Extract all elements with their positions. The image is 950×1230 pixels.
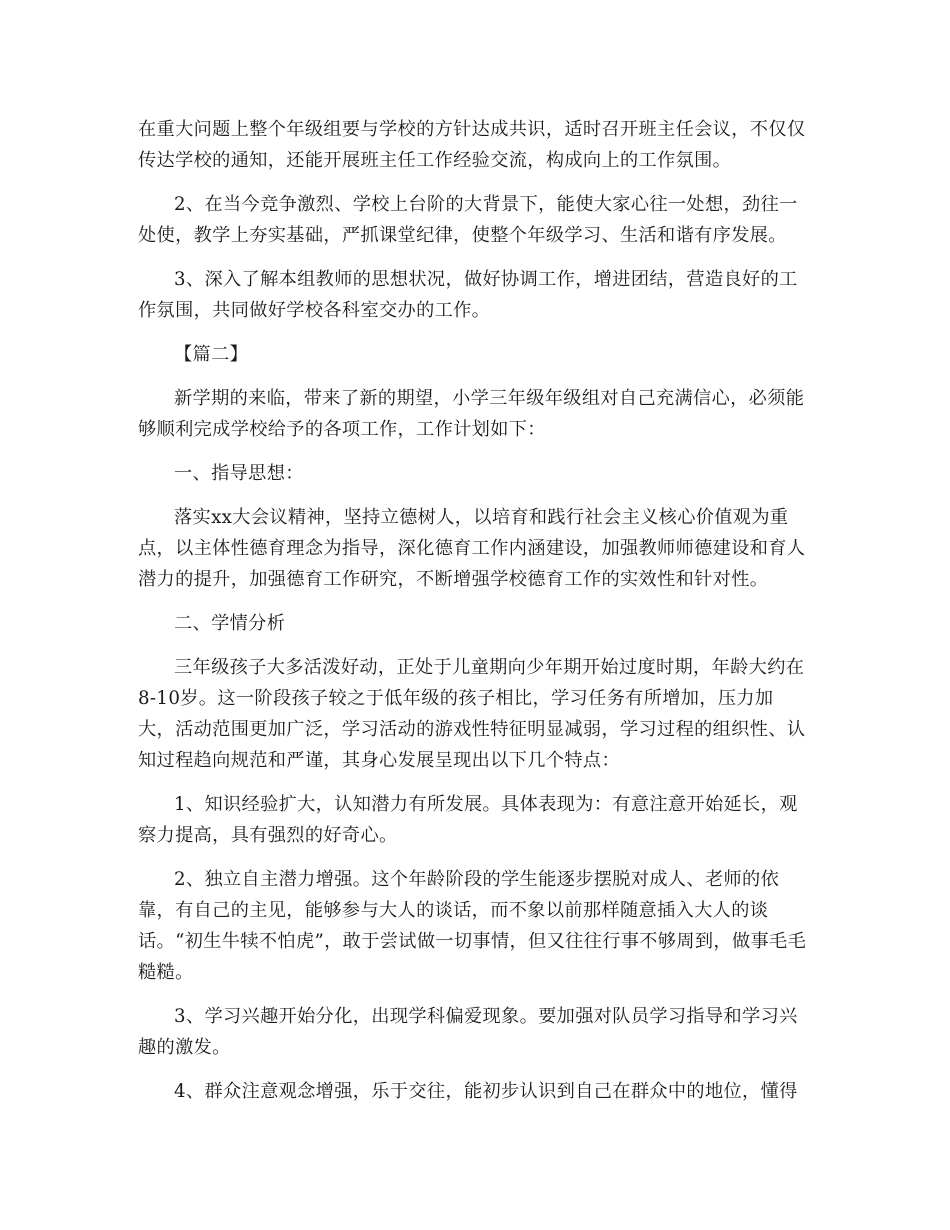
paragraph-line: 话。“初生牛犊不怕虎”，敢于尝试做一切事情，但又往往行事不够周到，做事毛毛 bbox=[138, 931, 807, 952]
paragraph-line: 传达学校的通知，还能开展班主任工作经验交流，构成向上的工作氛围。 bbox=[138, 150, 732, 171]
paragraph-line: 趣的激发。 bbox=[138, 1037, 231, 1058]
paragraph-line: 2、独立自主潜力增强。这个年龄阶段的学生能逐步摆脱对成人、老师的依 bbox=[174, 869, 780, 890]
paragraph-line: 点，以主体性德育理念为指导，深化德育工作内涵建设，加强教师师德建设和育人 bbox=[138, 538, 806, 559]
paragraph-line: 新学期的来临，带来了新的期望，小学三年级年级组对自己充满信心，必须能 bbox=[174, 388, 805, 409]
paragraph-line: 2、在当今竞争激烈、学校上台阶的大背景下，能使大家心往一处想，劲往一 bbox=[174, 194, 798, 215]
paragraph-line: 大，活动范围更加广泛，学习活动的游戏性特征明显减弱，学习过程的组织性、认 bbox=[138, 719, 806, 740]
subsection-heading: 一、指导思想： bbox=[174, 463, 304, 484]
paragraph-line: 3、深入了解本组教师的思想状况，做好协调工作，增进团结，营造良好的工 bbox=[174, 269, 798, 290]
document-body bbox=[138, 114, 818, 1107]
paragraph-line: 作氛围，共同做好学校各科室交办的工作。 bbox=[138, 300, 491, 321]
paragraph-line: 落实xx大会议精神，坚持立德树人，以培育和践行社会主义核心价值观为重 bbox=[174, 507, 789, 528]
subsection-heading: 二、学情分析 bbox=[174, 613, 286, 634]
paragraph-line: 察力提高，具有强烈的好奇心。 bbox=[138, 825, 398, 846]
paragraph-line: 在重大问题上整个年级组要与学校的方针达成共识，适时召开班主任会议，不仅仅 bbox=[138, 119, 806, 140]
paragraph-line: 靠，有自己的主见，能够参与大人的谈话，而不象以前那样随意插入大人的谈 bbox=[138, 900, 769, 921]
paragraph-line: 8-10岁。这一阶段孩子较之于低年级的孩子相比，学习任务有所增加，压力加 bbox=[138, 688, 774, 709]
paragraph-line: 糙糙。 bbox=[138, 962, 194, 983]
paragraph-line: 够顺利完成学校给予的各项工作，工作计划如下： bbox=[138, 419, 546, 440]
paragraph-line: 潜力的提升，加强德育工作研究，不断增强学校德育工作的实效性和针对性。 bbox=[138, 569, 769, 590]
section-heading: 【篇二】 bbox=[174, 344, 249, 365]
paragraph-line: 1、知识经验扩大，认知潜力有所发展。具体表现为：有意注意开始延长，观 bbox=[174, 794, 798, 815]
paragraph-line: 3、学习兴趣开始分化，出现学科偏爱现象。要加强对队员学习指导和学习兴 bbox=[174, 1006, 798, 1027]
paragraph-line: 三年级孩子大多活泼好动，正处于儿童期向少年期开始过度时期，年龄大约在 bbox=[174, 657, 805, 678]
paragraph-line: 知过程趋向规范和严谨，其身心发展呈现出以下几个特点： bbox=[138, 750, 620, 771]
paragraph-line: 处使，教学上夯实基础，严抓课堂纪律，使整个年级学习、生活和谐有序发展。 bbox=[138, 225, 787, 246]
paragraph-line: 4、群众注意观念增强，乐于交往，能初步认识到自己在群众中的地位，懂得 bbox=[174, 1081, 798, 1102]
